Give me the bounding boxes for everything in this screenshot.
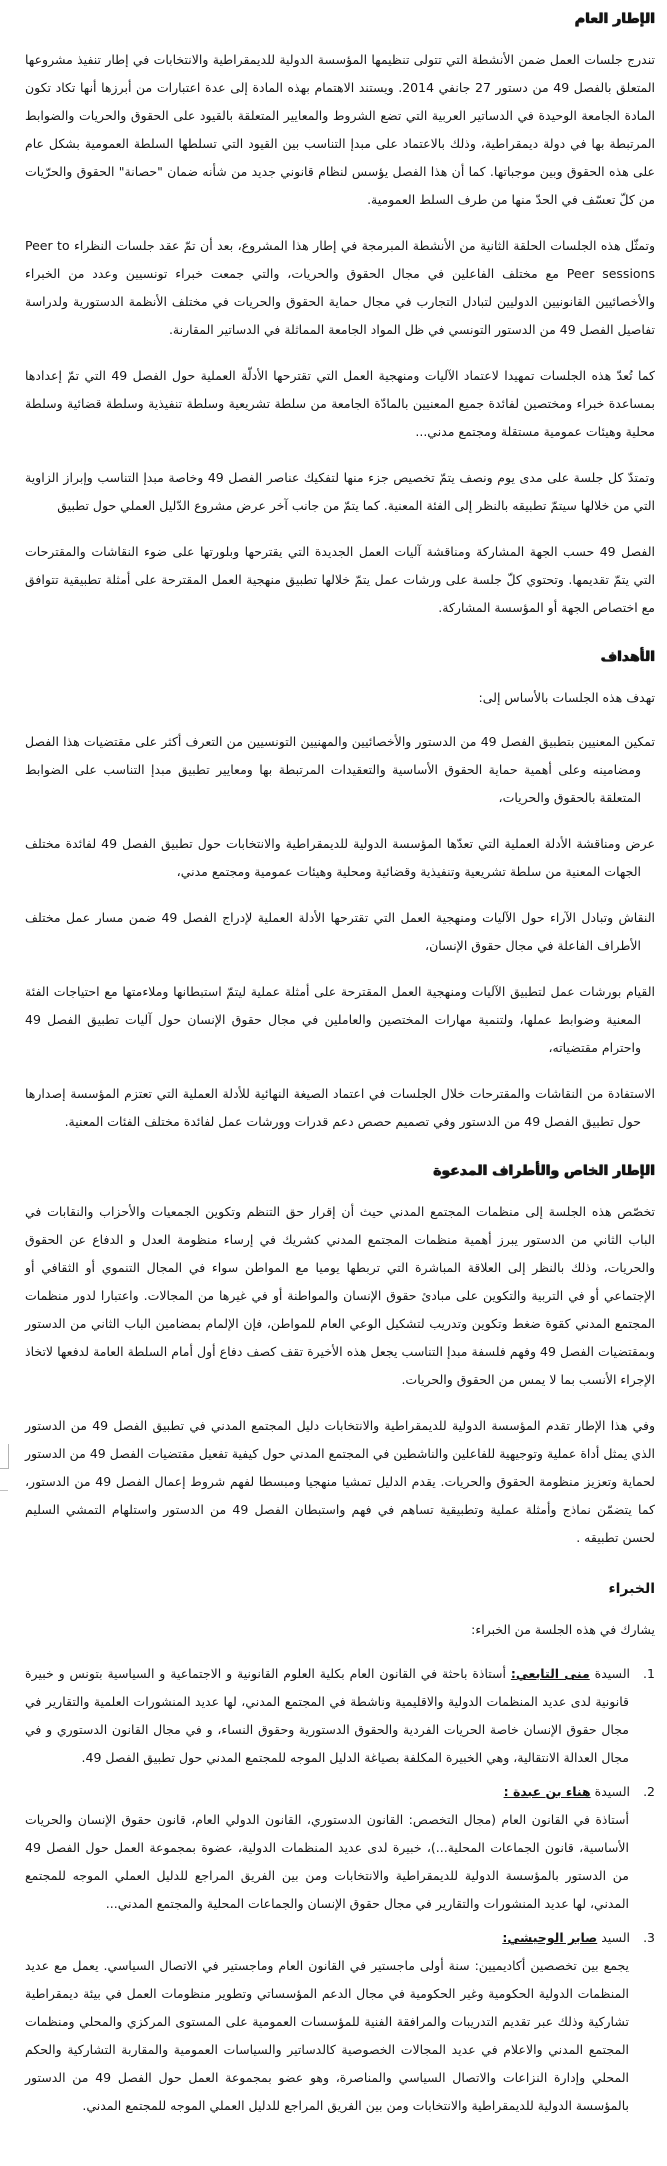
expert-head — [25, 1924, 655, 1952]
expert-number: 3. — [643, 1930, 655, 1945]
paragraph-general-3: كما تُعدّ هذه الجلسات تمهيدا لاعتماد الآليات ومنهجية العمل التي تقترحها الأدلّة العملية حول الفصل 49 التي تمّ إعدادها بمساعدة خبراء ومختصين لفائدة جميع المعنيين بالمادّة الجامعة من سلطة تشريعية وسلطة تنفيذية وسلطة قضائية وسلطة محلية وهيئات عمومية مستقلة ومجتمع مدني... — [25, 368, 656, 439]
expert-title: السيدة — [594, 1784, 630, 1799]
paragraph-special-1: تخصّص هذه الجلسة إلى منظمات المجتمع المدني حيث أن إقرار حق التنظم وتكوين الجمعيات والأحزاب والنقابات في الباب الثاني من الدستور يبرز أهمية منظمات المجتمع المدني كشريك في إرساء منظومة العدل و الدفاع عن الحقوق والحريات، وذلك بالنظر إلى العلاقة المباشرة التي تربطها يوميا مع المواطن سواء في المجال التنموي أو الثقافي أو الإجتماعي أو في التربية والتكوين على مبادئ حقوق الإنسان والمواطنة أو في غيرها من المجالات. واعتبارا لدور منظمات المجتمع المدني كقوة ضغط وتكوين وتدريب لتشكيل الوعي العام للمواطن، فإن الإلمام بمضامين الباب الثاني من الدستور وبمقتضيات الفصل 49 وفهم فلسفة مبدإ التناسب يجعل هذه الأخيرة تقف كصف دفاع أول أمام السلطة العامة لدفعها لاتخاذ الإجراء الأنسب بما لا يمس من الحقوق والحريات. — [25, 1204, 655, 1387]
experts-list — [25, 1660, 655, 2120]
expert-name: هناء بن عبدة : — [503, 1784, 591, 1799]
expert-description: أستاذة باحثة في القانون العام بكلية العلوم القانونية و الاجتماعية و السياسية بتونس و خبيرة قانونية لدى عديد المنظمات الدولية والاقليمية وناشطة في المجتمع المدني، لها عديد المنشورات العلمية والتقارير في مجال حقوق الإنسان خاصة الحريات الفردية والحقوق الدستورية وحقوق النساء، و في مجال القانون الدستوري و في مجال العدالة الانتقالية، وهي الخبيرة المكلفة بصياغة الدليل الموجه للمجتمع المدني حول تطبيق الفصل 49. — [25, 1666, 629, 1765]
text-boundary-mark — [0, 1468, 9, 1469]
expert-name: منى التابعي: — [510, 1666, 590, 1681]
paragraph-general-4: وتمتدّ كل جلسة على مدى يوم ونصف يتمّ تخصيص جزء منها لتفكيك عناصر الفصل 49 وخاصة مبدإ التناسب وإبراز الزاوية التي من خلالها سيتمّ تطبيقه بالنظر إلى الفئة المعنية. كما يتمّ من جانب آخر عرض مشروع الدّليل العملي حول تطبيق — [25, 470, 655, 513]
expert-number: 1. — [643, 1666, 655, 1681]
objective-item: القيام بورشات عمل لتطبيق الآليات ومنهجية العمل المقترحة على أمثلة عملية ليتمّ استبطانها وملاءمتها مع احتياجات الفئة المعنية وضوابط عملها، ولتنمية مهارات المختصين والعاملين في مجال حقوق الإنسان حول آليات تطبيق الفصل 49 واحترام مقتضياته، — [25, 984, 655, 1055]
experts-intro: يشارك في هذه الجلسة من الخبراء: — [471, 1622, 655, 1637]
expert-number: 2. — [643, 1784, 655, 1799]
paragraph-general-2: وتمثّل هذه الجلسات الحلقة الثانية من الأنشطة المبرمجة في إطار هذا المشروع، بعد أن تمّ عقد جلسات النظراء Peer to Peer sessions مع مختلف الفاعلين في مجال الحقوق والحريات، والتي جمعت خبراء تونسيين وعدد من الخبراء والأخصائيين القانونيين الدوليين لتبادل التجارب في مجال حماية الحقوق والحريات في مختلف الأنظمة الدستورية ولدراسة تفاصيل الفصل 49 من الدستور التونسي في ظل المواد الجامعة المماثلة في الدساتير المقارنة. — [25, 238, 655, 337]
expert-item — [25, 1778, 655, 1918]
expert-description: يجمع بين تخصصين أكاديميين: سنة أولى ماجستير في القانون العام وماجستير في الاتصال السياسي. يعمل مع عديد المنظمات الدولية الحكومية وغير الحكومية في مجال الدعم المؤسساتي وتطوير منظومات العمل في بيئة ديمقراطية تشاركية وذلك عبر تقديم التدريبات والمرافقة الفنية للمؤسسات العمومية على المستوى المركزي والمحلي ومنظمات المجتمع المدني والاعلام في عديد المجالات الخصوصية كالدساتير والسياسات العمومية والمقاربة التشاركية والحكم المحلي وإدارة النزاعات والاتصال السياسي والمناصرة، وهو عضو بمجموعة العمل حول الفصل 49 من الدستور بالمؤسسة الدولية للديمقراطية والانتخابات ومن بين الفريق المراجع للدليل العملي الموجه للمجتمع المدني. — [25, 1958, 629, 2113]
text-boundary-mark — [8, 1444, 9, 1468]
text-boundary-mark — [0, 1490, 8, 1491]
expert-description: أستاذة في القانون العام (مجال التخصص: القانون الدستوري، القانون الدولي العام، قانون حقوق الإنسان والحريات الأساسية، قانون الجماعات المحلية...)، خبيرة لدى عديد المنظمات الدولية، عضوة بمجموعة العمل حول الفصل 49 من الدستور بالمؤسسة الدولية للديمقراطية والانتخابات ومن بين الفريق المراجع للدليل العملي الموجه للمجتمع المدني، لها عديد المنشورات والتقارير في مجال حقوق الإنسان والجماعات المحلية والمجتمع المدني... — [25, 1812, 629, 1911]
objective-item: عرض ومناقشة الأدلة العملية التي تعدّها المؤسسة الدولية للديمقراطية والانتخابات حول تطبيق الفصل 49 لفائدة مختلف الجهات المعنية من سلطة تشريعية وتنفيذية وقضائية ومحلية وهيئات عمومية ومجتمع مدني، — [25, 836, 655, 879]
expert-head — [25, 1660, 655, 1772]
expert-item — [25, 1924, 655, 2120]
expert-title: السيدة — [594, 1666, 630, 1681]
paragraph-special-2: وفي هذا الإطار تقدم المؤسسة الدولية للديمقراطية والانتخابات دليل المجتمع المدني في تطبيق الفصل 49 من الدستور الذي يمثل أداة عملية وتوجيهية للفاعلين والناشطين في المجتمع المدني حول كيفية تفعيل مقتضيات الفصل 49 من الدستور لحماية وتعزيز منظومة الحقوق والحريات. يقدم الدليل تمشيا منهجيا ومبسطا لفهم شروط إعمال الفصل 49 من الدستور، كما يتضمّن نماذج وأمثلة عملية وتطبيقية تساهم في فهم واستبطان الفصل 49 من الدستور واستلهام التمشي السليم لحسن تطبيقه . — [25, 1418, 656, 1545]
section-heading-experts: الخبراء — [608, 1581, 655, 1597]
section-heading-objectives: الأهداف — [600, 649, 655, 665]
objective-item: تمكين المعنيين بتطبيق الفصل 49 من الدستور والأخصائيين والمهنيين التونسيين من التعرف أكثر على مقتضيات هذا الفصل ومضامينه وعلى أهمية حماية الحقوق الأساسية والتعقيدات المرتبطة بها ومعايير تطبيق مبدإ التناسب على الضوابط المتعلقة بالحقوق والحريات، — [25, 734, 656, 805]
objectives-intro: تهدف هذه الجلسات بالأساس إلى: — [478, 690, 655, 705]
paragraph-general-1: تندرج جلسات العمل ضمن الأنشطة التي تتولى تنظيمها المؤسسة الدولية للديمقراطية والانتخابات في إطار تنفيذ مشروعها المتعلق بالفصل 49 من دستور 27 جانفي 2014. ويستند الاهتمام بهذه المادة إلى عدة اعتبارات من أبرزها أنها تكاد تكون المادة الجامعة الوحيدة في الدساتير العربية التي تضع الشروط والمعايير المتعلقة بالقيود على الحقوق والحريات والضوابط المرتبطة بها في دولة ديمقراطية، وذلك بالاعتماد على مبدإ التناسب بين القيود التي تسلطها السلطة العمومية بشكل عام على هذه الحقوق وبين موجباتها. كما أن هذا الفصل يؤسس لنظام قانوني جديد من شأنه ضمان "حصانة" الحقوق والحرّيات من كلّ تعسّف في الحدّ منها من طرف السلط العمومية. — [25, 52, 656, 207]
paragraph-general-5: الفصل 49 حسب الجهة المشاركة ومناقشة آليات العمل الجديدة التي يقترحها وبلورتها على ضوء النقاشات والمقترحات التي يتمّ تقديمها. وتحتوي كلّ جلسة على ورشات عمل يتمّ خلالها تطبيق منهجية العمل المقترحة على أمثلة تطبيقية تتوافق مع اختصاص الجهة أو المؤسسة المشاركة. — [25, 544, 655, 615]
expert-name: صابر الوحيشي: — [502, 1930, 598, 1945]
expert-title: السيد — [601, 1930, 630, 1945]
section-heading-special: الإطار الخاص والأطراف المدعوة — [433, 1163, 655, 1179]
expert-head — [25, 1778, 655, 1806]
objective-item: الاستفادة من النقاشات والمقترحات خلال الجلسات في اعتماد الصيغة النهائية للأدلة العملية التي تعتزم المؤسسة إصدارها حول تطبيق الفصل 49 من الدستور وفي تصميم حصص دعم قدرات وورشات عمل لفائدة مختلف الفئات المعنية. — [25, 1086, 655, 1129]
section-heading-general: الإطار العام — [574, 11, 655, 27]
expert-item — [25, 1660, 655, 1772]
objective-item: النقاش وتبادل الآراء حول الآليات ومنهجية العمل التي تقترحها الأدلة العملية لإدراج الفصل 49 ضمن مسار عمل مختلف الأطراف الفاعلة في مجال حقوق الإنسان، — [25, 910, 655, 953]
